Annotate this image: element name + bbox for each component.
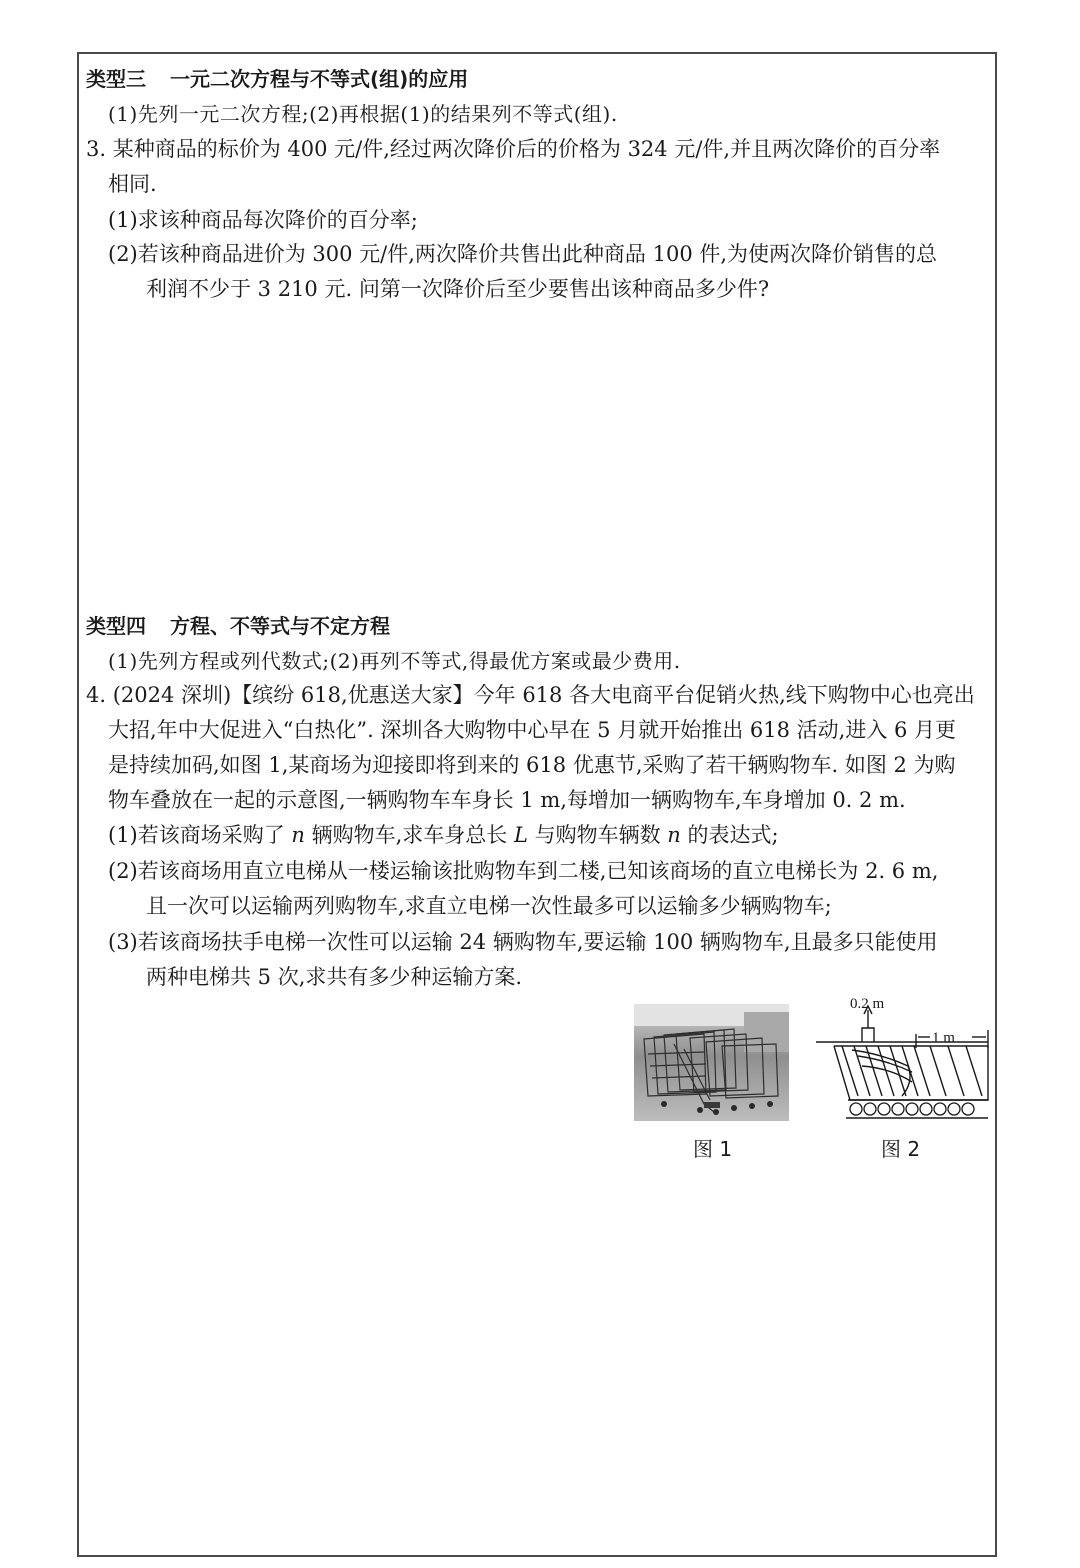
figure2-label-length: 1 m	[932, 1030, 955, 1046]
problem3-line1: 3. 某种商品的标价为 400 元/件,经过两次降价后的价格为 324 元/件,并且两次降价的百分率	[86, 137, 941, 161]
problem4-line3: 是持续加码,如图 1,某商场为迎接即将到来的 618 优惠节,采购了若干辆购物车. 如图 2 为购	[108, 753, 956, 777]
problem3-q2-line1: (2)若该种商品进价为 300 元/件,两次降价共售出此种商品 100 件,为使两次降价销售的总	[108, 242, 938, 266]
variable-n: n	[291, 823, 305, 847]
variable-n-2: n	[667, 823, 681, 847]
problem4-q1-mid2: 与购物车辆数	[527, 823, 668, 847]
problem4-q1-post: 的表达式;	[680, 823, 779, 847]
problem3-q1: (1)求该种商品每次降价的百分率;	[108, 208, 418, 232]
section3-hint: (1)先列一元二次方程;(2)再根据(1)的结果列不等式(组).	[108, 102, 618, 126]
section3-heading	[86, 64, 468, 94]
figure1-cart-photo	[634, 1004, 789, 1121]
section3-heading-label: 类型三	[86, 67, 146, 91]
figure2-caption: 图 2	[881, 1137, 921, 1161]
problem4-q2-line1: (2)若该商场用直立电梯从一楼运输该批购物车到二楼,已知该商场的直立电梯长为 2. 6 m,	[108, 859, 939, 883]
problem4-q3-line2: 两种电梯共 5 次,求共有多少种运输方案.	[146, 965, 523, 989]
figure2-cart-diagram	[812, 992, 994, 1132]
problem4-q1-pre: (1)若该商场采购了	[108, 823, 292, 847]
problem4-q3-line1: (3)若该商场扶手电梯一次性可以运输 24 辆购物车,要运输 100 辆购物车,且最多只能使用	[108, 930, 938, 954]
problem3-q2-line2: 利润不少于 3 210 元. 问第一次降价后至少要售出该种商品多少件?	[146, 277, 770, 301]
problem4-q1	[108, 820, 779, 850]
problem4-line4: 物车叠放在一起的示意图,一辆购物车车身长 1 m,每增加一辆购物车,车身增加 0. 2 m.	[108, 788, 906, 812]
problem4-q2-line2: 且一次可以运输两列购物车,求直立电梯一次性最多可以运输多少辆购物车;	[146, 894, 832, 918]
figure1-caption: 图 1	[693, 1137, 733, 1161]
section4-heading-label: 类型四	[86, 614, 146, 638]
section4-hint: (1)先列方程或列代数式;(2)再列不等式,得最优方案或最少费用.	[108, 649, 681, 673]
problem4-line1: 4. (2024 深圳)【缤纷 618,优惠送大家】今年 618 各大电商平台促销火热,线下购物中心也亮出	[86, 683, 975, 707]
figure2-label-increment: 0.2 m	[850, 996, 885, 1012]
variable-L: L	[513, 823, 528, 847]
section3-heading-title: 一元二次方程与不等式(组)的应用	[170, 67, 469, 91]
problem3-line2: 相同.	[108, 172, 157, 196]
problem4-line2: 大招,年中大促进入“白热化”. 深圳各大购物中心早在 5 月就开始推出 618 活动,进入 6 月更	[108, 718, 957, 742]
section4-heading	[86, 611, 390, 641]
problem4-q1-mid: 辆购物车,求车身总长	[304, 823, 514, 847]
section4-heading-title: 方程、不等式与不定方程	[170, 614, 390, 638]
